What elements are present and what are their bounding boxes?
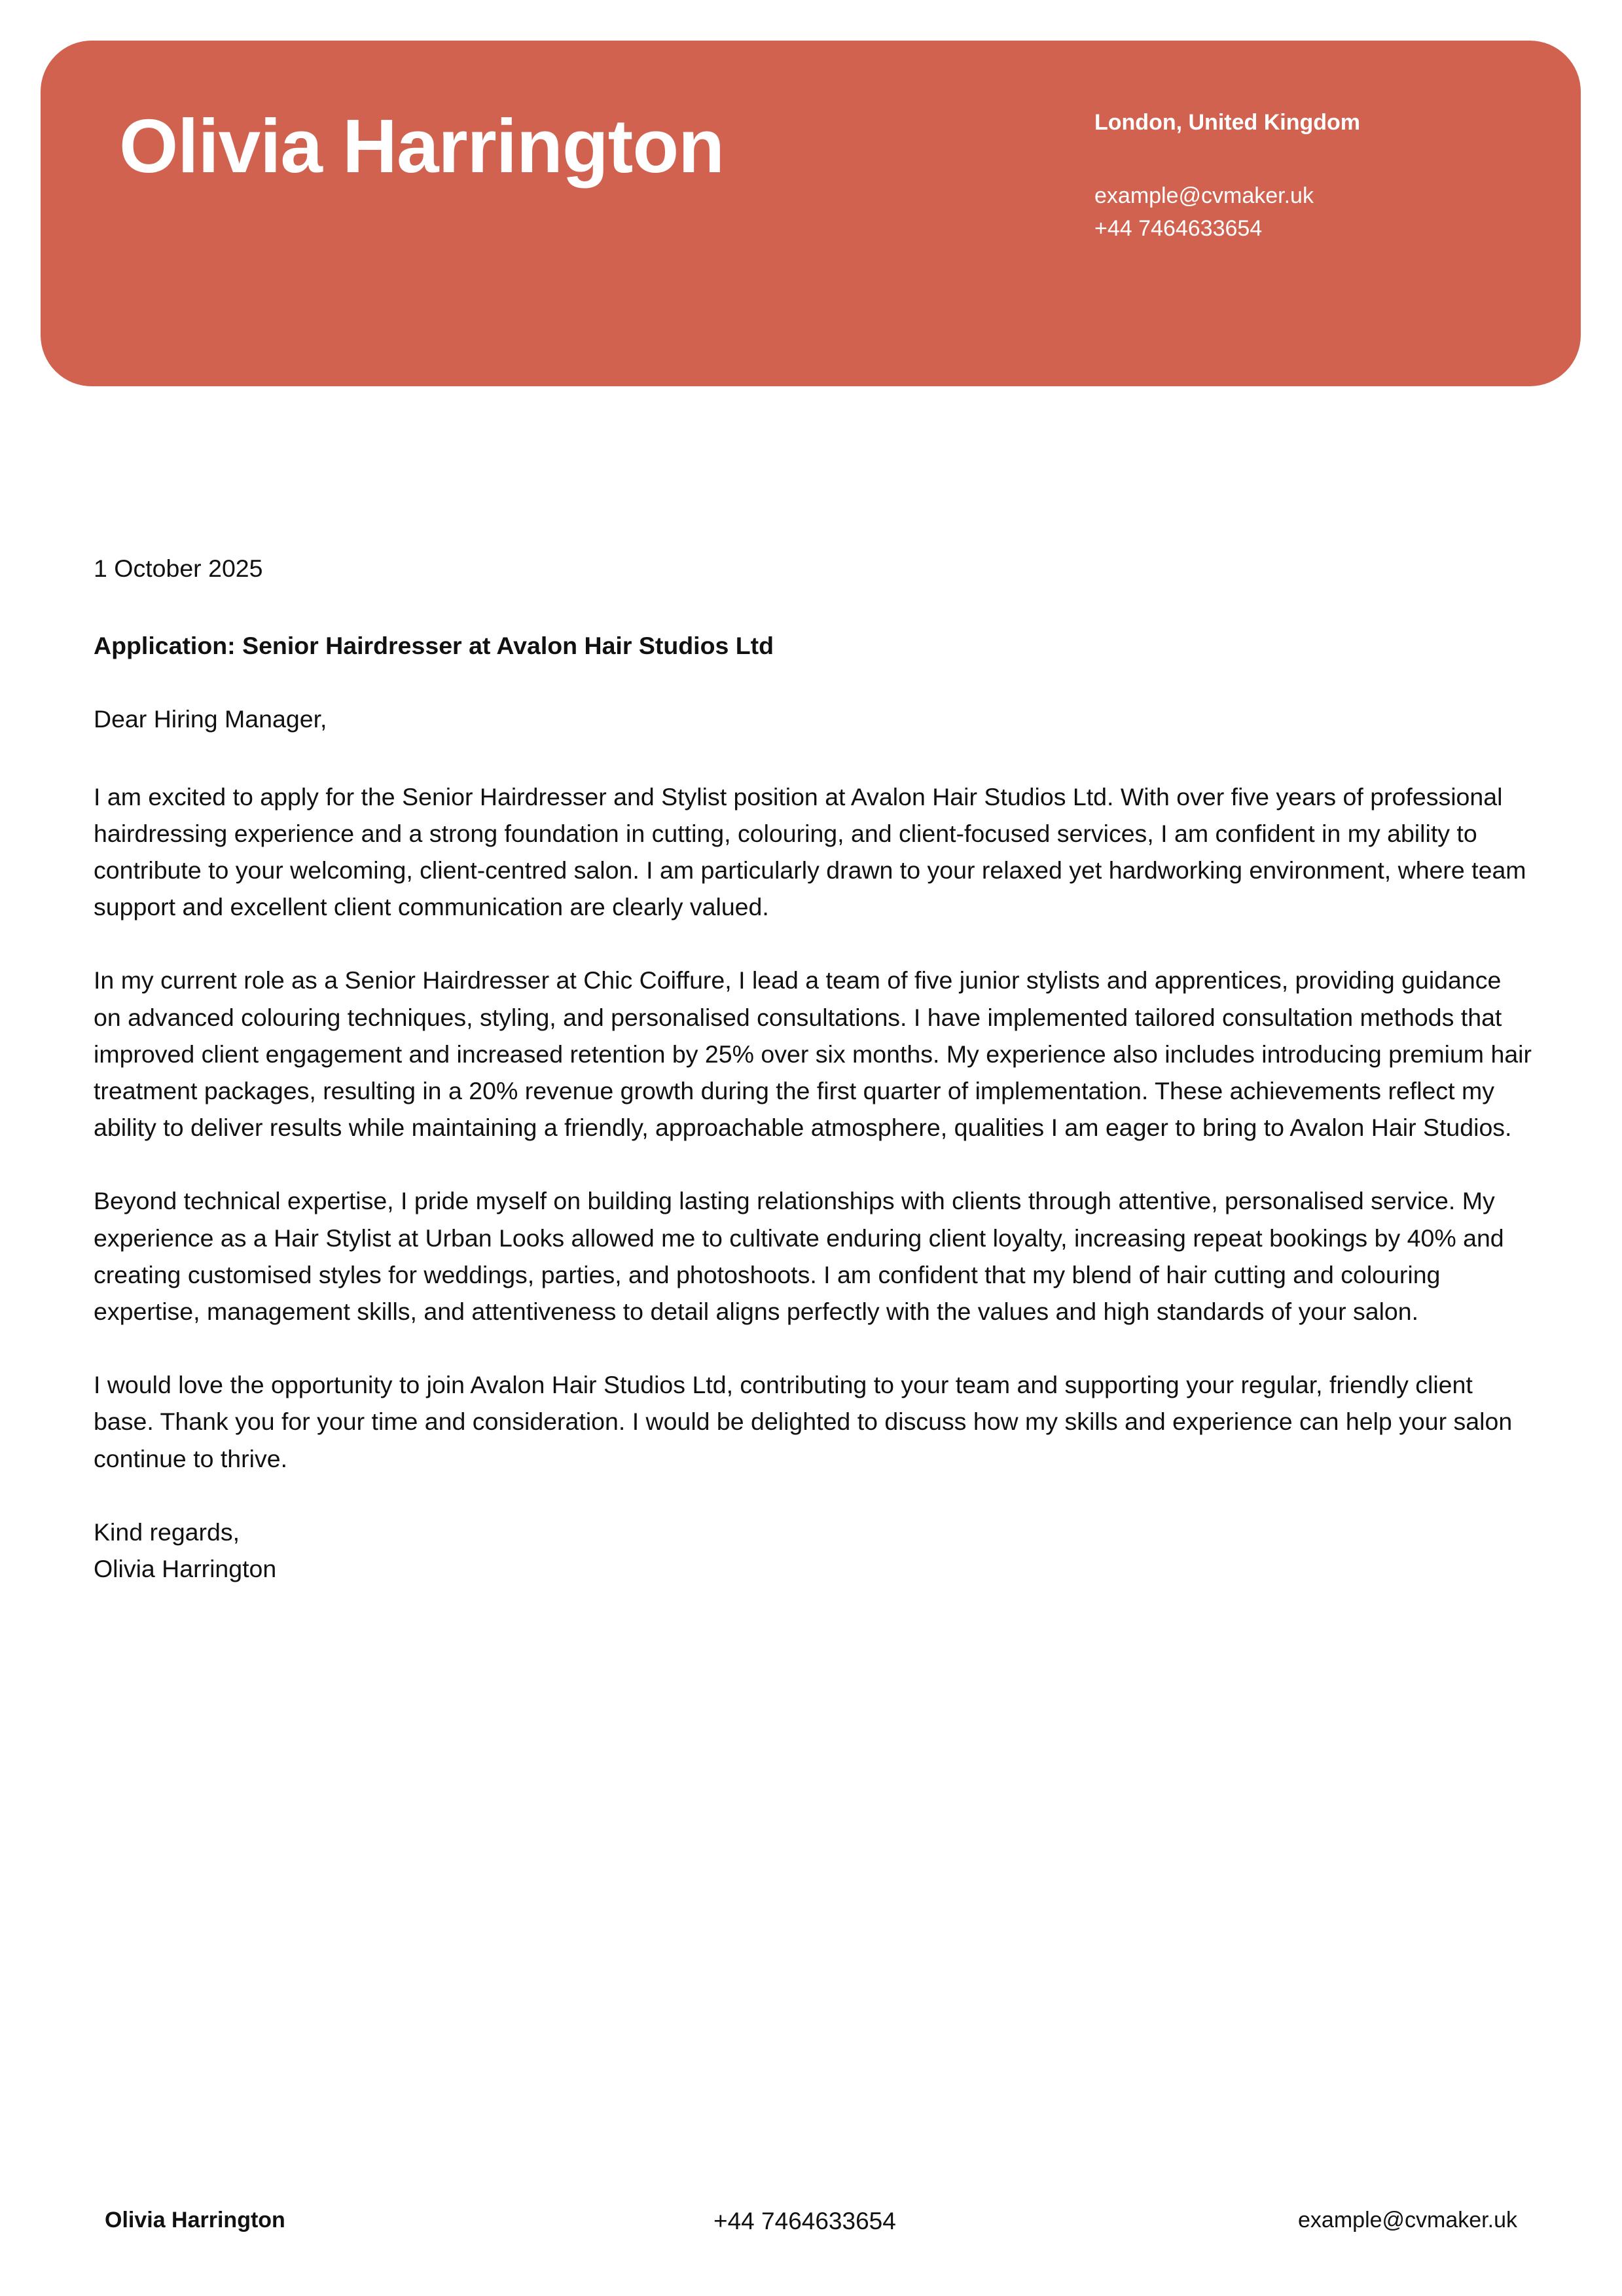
- paragraph-client-relations: Beyond technical expertise, I pride myself on building lasting relationships with clients through attentive, personalised service. My experience as a Hair Stylist at Urban Looks allowed me to cultivate enduring client loyalty, increasing repeat bookings by 40% and creating customised styles for weddings, parties, and photoshoots. I am confident that my blend of hair cutting and colouring expertise, management skills, and attentiveness to detail aligns perfectly with the values and high standards of your salon.: [94, 1187, 1504, 1326]
- footer-email[interactable]: example@cvmaker.uk: [1298, 2208, 1517, 2232]
- applicant-name: Olivia Harrington: [119, 103, 725, 189]
- location: London, United Kingdom: [1094, 110, 1361, 135]
- footer-phone[interactable]: +44 7464633654: [713, 2208, 896, 2234]
- closing-phrase: Kind regards,: [94, 1518, 240, 1546]
- sign-off: [94, 1514, 1534, 1587]
- header-banner: [41, 41, 1581, 386]
- footer-name: Olivia Harrington: [105, 2208, 285, 2232]
- page-footer: [0, 2208, 1622, 2247]
- email[interactable]: example@cvmaker.uk: [1094, 183, 1314, 208]
- contact-block: [1094, 106, 1360, 245]
- letter-subject: Application: Senior Hairdresser at Avalon Hair Studios Ltd: [94, 632, 774, 660]
- signature: Olivia Harrington: [94, 1555, 277, 1583]
- letter-date: 1 October 2025: [94, 555, 263, 582]
- letter-greeting: Dear Hiring Manager,: [94, 705, 327, 733]
- paragraph-current-role: In my current role as a Senior Hairdresser at Chic Coiffure, I lead a team of five junior stylists and apprentices, providing guidance on advanced colouring techniques, styling, and personalised consultations. I have implemented tailored consultation methods that improved client engagement and increased retention by 25% over six months. My experience also includes introducing premium hair treatment packages, resulting in a 20% revenue growth during the first quarter of implementation. These achievements reflect my ability to deliver results while maintaining a friendly, approachable atmosphere, qualities I am eager to bring to Avalon Hair Studios.: [94, 966, 1532, 1142]
- paragraph-intro: I am excited to apply for the Senior Hairdresser and Stylist position at Avalon Hair Studios Ltd. With over five years of professional hairdressing experience and a strong foundation in cutting, colouring, and client-focused services, I am confident in my ability to contribute to your welcoming, client-centred salon. I am particularly drawn to your relaxed yet hardworking environment, where team support and excellent client communication are clearly valued.: [94, 782, 1526, 921]
- phone[interactable]: +44 7464633654: [1094, 216, 1263, 241]
- paragraph-closing: I would love the opportunity to join Avalon Hair Studios Ltd, contributing to your team and supporting your regular, friendly client base. Thank you for your time and consideration. I would be delighted to discuss how my skills and experience can help your salon continue to thrive.: [94, 1371, 1513, 1472]
- letter-body: [94, 550, 1534, 1587]
